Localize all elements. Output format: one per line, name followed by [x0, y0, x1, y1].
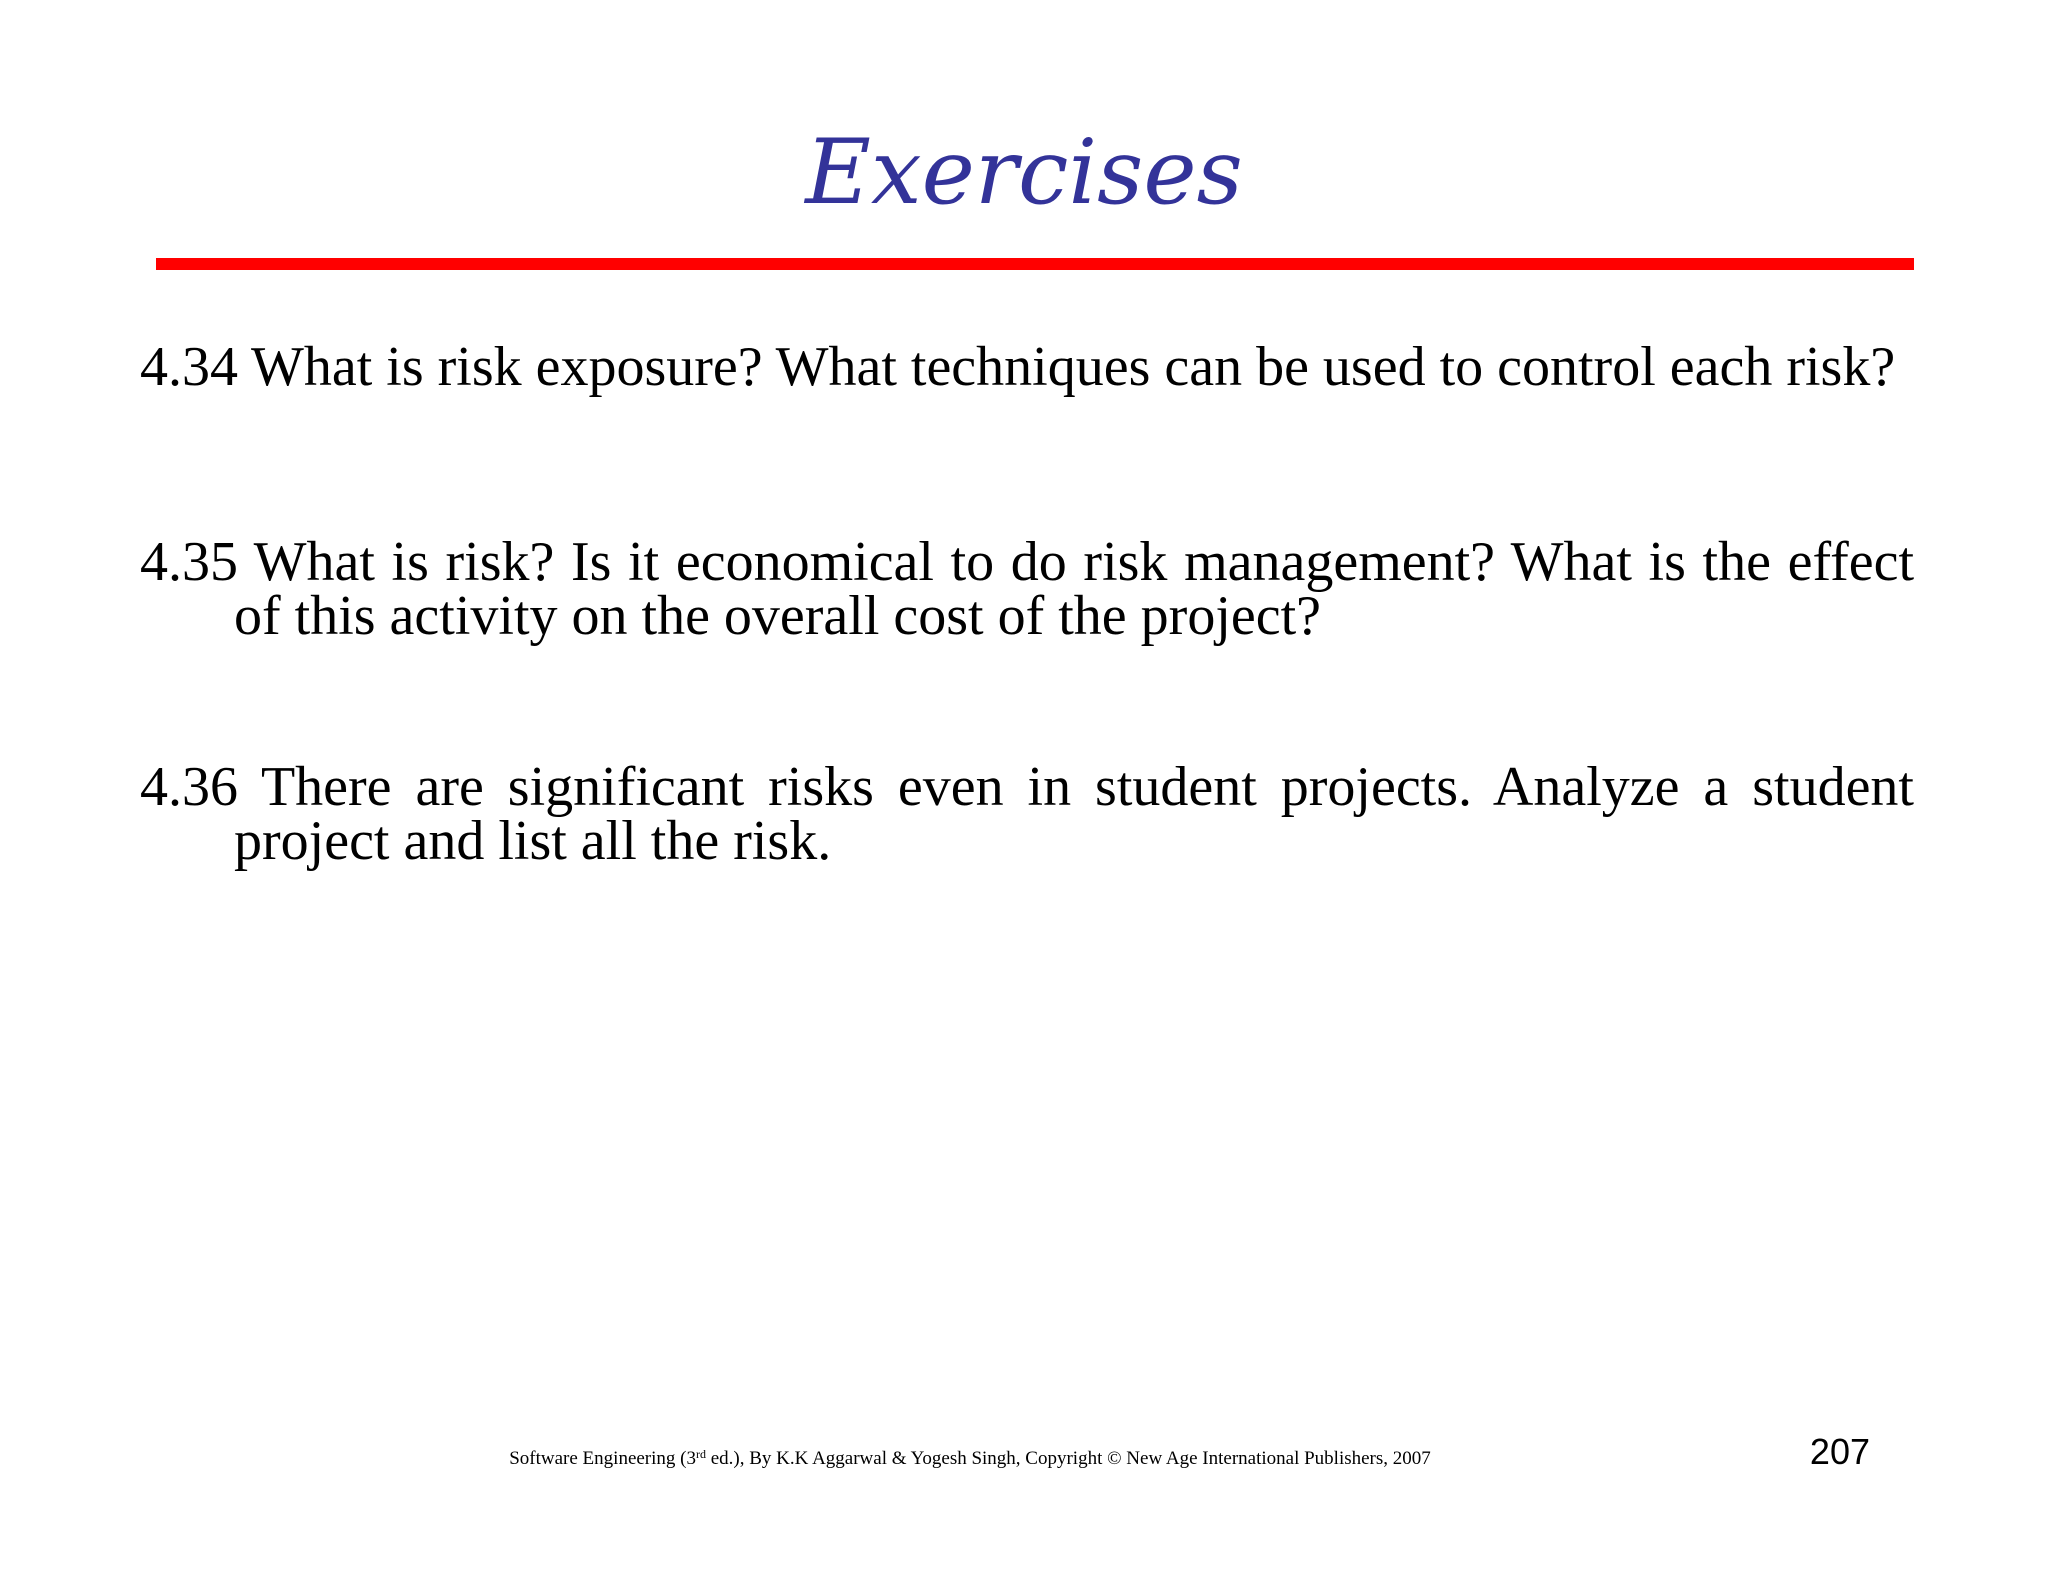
exercise-text: There are significant risks even in student projects. Analyze a student project and list all the risk.	[234, 756, 1914, 872]
title-underline-rule	[156, 258, 1914, 270]
exercise-item	[140, 531, 1915, 647]
page-number: 207	[1809, 1431, 1870, 1472]
citation-part-2: ed.), By K.K Aggarwal & Yogesh Singh, Copyright © New Age International Publishers, 2007	[706, 1448, 1431, 1469]
slide-title: Exercises	[805, 120, 1243, 225]
exercise-number: 4.36	[140, 756, 238, 818]
exercise-text: What is risk exposure? What techniques can be used to control each risk?	[251, 336, 1896, 398]
exercise-number: 4.34	[140, 336, 238, 398]
exercise-item	[140, 336, 1914, 398]
exercise-number: 4.35	[140, 531, 238, 593]
exercise-text: What is risk? Is it economical to do risk management? What is the effect of this activity on the overall cost of the project?	[234, 531, 1915, 647]
footer-citation	[300, 1442, 1640, 1471]
citation-superscript: rd	[696, 1447, 706, 1461]
citation-part-1: Software Engineering (3	[509, 1448, 696, 1469]
exercise-item	[140, 756, 1914, 872]
